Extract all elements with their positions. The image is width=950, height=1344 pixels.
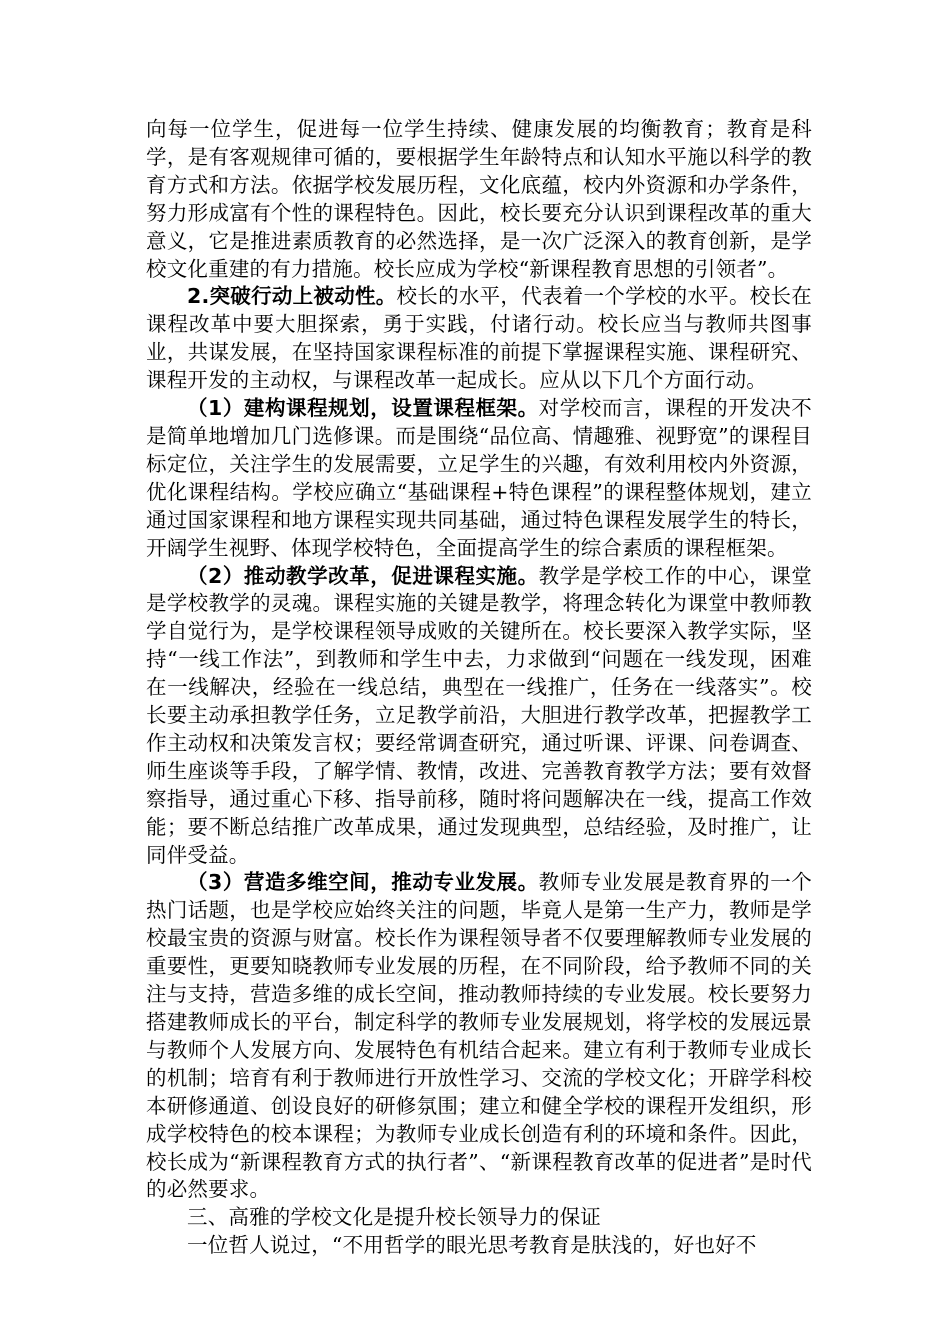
paragraph-4 xyxy=(146,563,812,870)
paragraph-5 xyxy=(146,869,812,1204)
paragraph-3 xyxy=(146,395,812,562)
final-paragraph: 一位哲人说过，“不用哲学的眼光思考教育是肤浅的，好也好不 xyxy=(187,1233,757,1258)
paragraph-3-text: 对学校而言，课程的开发决不是简单地增加几门选修课。而是围绕“品位高、情趣雅、视野宽”的课程目标定位，关注学生的发展需要，立足学生的兴趣，有效利用校内外资源，优化课程结构。学校应确立“基础课程+特色课程”的课程整体规划，建立通过国家课程和地方课程实现共同基础，通过特色课程发展学生的特长，开阔学生视野、体现学校特色，全面提高学生的综合素质的课程框架。 xyxy=(146,396,812,560)
paragraph-5-lead: （3）营造多维空间，推动专业发展。 xyxy=(187,870,539,895)
paragraph-4-text: 教学是学校工作的中心，课堂是学校教学的灵魂。课程实施的关键是教学，将理念转化为课堂中教师教学自觉行为，是学校课程领导成败的关键所在。校长要深入教学实际，坚持“一线工作法”，到教师和学生中去，力求做到“问题在一线发现，困难在一线解决，经验在一线总结，典型在一线推广，任务在一线落实”。校长要主动承担教学任务，立足教学前沿，大胆进行教学改革，把握教学工作主动权和决策发言权；要经常调查研究，通过听课、评课、问卷调查、师生座谈等手段，了解学情、教情，改进、完善教育教学方法；要有效督察指导，通过重心下移、指导前移，随时将问题解决在一线，提高工作效能；要不断总结推广改革成果，通过发现典型，总结经验，及时推广，让同伴受益。 xyxy=(146,563,812,867)
paragraph-4-lead: （2）推动教学改革，促进课程实施。 xyxy=(187,563,539,588)
document-page xyxy=(146,116,812,1260)
paragraph-2-lead: 2.突破行动上被动性。 xyxy=(187,284,397,309)
paragraph-2 xyxy=(146,283,812,395)
paragraph-1 xyxy=(146,116,812,283)
paragraph-2-text: 校长的水平，代表着一个学校的水平。校长在课程改革中要大胆探索，勇于实践，付诸行动。校长应当与教师共图事业，共谋发展，在坚持国家课程标准的前提下掌握课程实施、课程研究、课程开发的主动权，与课程改革一起成长。应从以下几个方面行动。 xyxy=(146,284,812,393)
paragraph-3-lead: （1）建构课程规划，设置课程框架。 xyxy=(187,396,539,421)
section-heading: 三、高雅的学校文化是提升校长领导力的保证 xyxy=(187,1205,601,1230)
paragraph-5-text: 教师专业发展是教育界的一个热门话题，也是学校应始终关注的问题，毕竟人是第一生产力，教师是学校最宝贵的资源与财富。校长作为课程领导者不仅要理解教师专业发展的重要性，更要知晓教师专业发展的历程，在不同阶段，给予教师不同的关注与支持，营造多维的成长空间，推动教师持续的专业发展。校长要努力搭建教师成长的平台，制定科学的教师专业发展规划，将学校的发展远景与教师个人发展方向、发展特色有机结合起来。建立有利于教师专业成长的机制；培育有利于教师进行开放性学习、交流的学校文化；开辟学科校本研修通道、创设良好的研修氛围；建立和健全学校的课程开发组织，形成学校特色的校本课程；为教师专业成长创造有利的环境和条件。因此，校长成为“新课程教育方式的执行者”、“新课程教育改革的促进者”是时代的必然要求。 xyxy=(146,870,812,1202)
paragraph-1-text: 向每一位学生，促进每一位学生持续、健康发展的均衡教育；教育是科学，是有客观规律可循的，要根据学生年龄特点和认知水平施以科学的教育方式和方法。依据学校发展历程，文化底蕴，校内外资源和办学条件，努力形成富有个性的课程特色。因此，校长要充分认识到课程改革的重大意义，它是推进素质教育的必然选择，是一次广泛深入的教育创新，是学校文化重建的有力措施。校长应成为学校“新课程教育思想的引领者”。 xyxy=(146,117,812,281)
